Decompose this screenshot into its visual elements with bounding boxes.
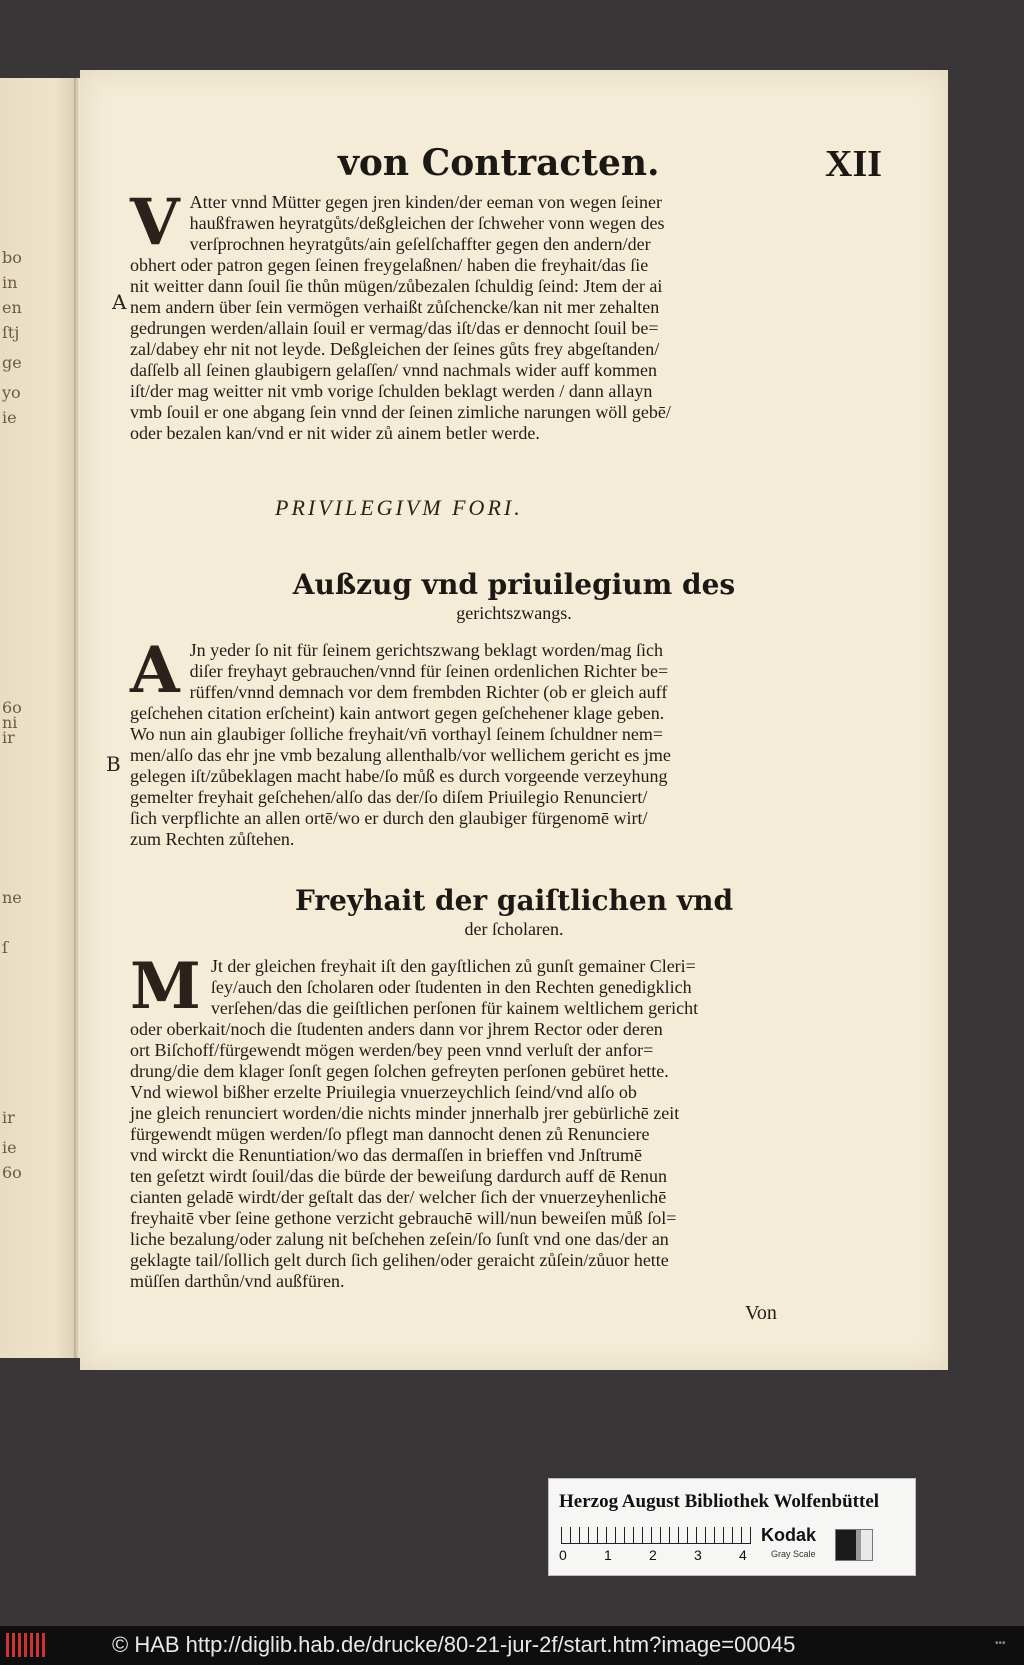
library-name: Herzog August Bibliothek Wolfenbüttel [559,1491,880,1512]
left-page-fragment: ſtj [2,323,20,342]
color-calibration-card [548,1478,916,1576]
heading-2 [80,884,948,940]
paragraph-block-1 [130,185,800,444]
decorated-initial: A [130,633,180,708]
ruler-number: 2 [649,1547,657,1563]
text-line: oder oberkait/noch die ſtudenten anders dann vor jhrem Rector oder deren [130,1019,663,1039]
ruler-number: 0 [559,1547,567,1563]
text-line: Vnd wiewol bißher erzelte Priuilegia vnuerzeychlich ſeind/vnd alſo ob [130,1082,637,1102]
left-page-fragment: ie [2,1138,17,1157]
paragraph-block-3 [130,949,800,1292]
footer-dots: ••• [995,1638,1006,1649]
heading-1-sub: gerichtszwangs. [456,603,572,623]
left-page-fragment: en [2,298,22,317]
hab-logo-icon [6,1633,46,1657]
text-line: jne gleich renunciert worden/die nichts minder jnnerhalb jrer gebürlichē zeit [130,1103,680,1123]
text-line: Atter vnnd Mütter gegen jren kinden/der eeman von wegen ſeiner [189,192,662,212]
ruler-number: 3 [694,1547,702,1563]
text-line: nem andern über ſein vermögen verhaißt zůſchencke/kan nit mer zehalten [130,297,660,317]
section-title: PRIVILEGIVM FORI. [275,495,523,520]
heading-1 [80,568,948,624]
text-line: zum Rechten zůſtehen. [130,829,295,849]
left-page-fragment: yo [2,383,21,402]
text-line: Jt der gleichen freyhait iſt den gayſtlichen zů gunſt gemainer Cleri= [210,956,696,976]
text-line: ort Biſchoff/fürgewendt mögen werden/bey peen vnnd verluſt der anfor= [130,1040,654,1060]
ruler-number: 4 [739,1547,747,1563]
text-line: ſich verpflichte an allen ortē/wo er durch den glaubiger fürgenomē wirt/ [130,808,648,828]
text-line: gemelter freyhait geſchehen/alſo das der/ſo diſem Priuilegio Renunciert/ [130,787,648,807]
text-line: rüffen/vnnd demnach vor dem frembden Richter (ob er gleich auff [189,682,668,702]
block2-lines [130,633,800,850]
text-line: drung/die dem klager ſonſt gegen ſolchen gefreyten perſonen gebüret hette. [130,1061,669,1081]
text-line: nit weitter dann ſouil ſie thůn mügen/zůbezalen ſchuldig ſeind: Jtem der ai [130,276,663,296]
brand-logo: Kodak [761,1525,817,1545]
gray-swatch [835,1529,873,1561]
running-title: von Contracten. [338,142,660,184]
left-page-fragment: ie [2,408,17,427]
marginal-letter: B [106,752,121,776]
text-line: fürgewendt mügen werden/ſo pflegt man dannocht denen zů Renunciere [130,1124,650,1144]
text-line: iſt/der mag weitter nit vmb vorige ſchulden beklagt werden / dann allayn [130,381,653,401]
left-page-fragment: 6o [2,698,22,717]
left-page-fragment: in [2,273,18,292]
text-line: müſſen darthůn/vnd außfüren. [130,1271,345,1291]
decorated-initial: V [130,185,180,260]
left-page-fragment: ge [2,353,22,372]
text-line: Wo nun ain glaubiger ſolliche freyhait/vn̄ vorthayl ſeinem ſchuldner nem= [130,724,664,744]
left-page-fragment: bo [2,248,22,267]
text-line: oder bezalen kan/vnd er nit wider zů ainem betler werde. [130,423,540,443]
text-line: geklagte tail/ſollich gelt durch ſich gelihen/oder geraicht zůſein/zůuor hette [130,1250,669,1270]
text-line: freyhaitē vber ſeine gethone verzicht gebrauchē will/nun beweiſen můß ſol= [130,1208,677,1228]
left-page-fragment: ir [2,728,15,747]
ruler [561,1527,751,1544]
block3-lines [130,949,800,1292]
left-page-fragment: ni [2,713,18,732]
left-page-fragment: ir [2,1108,15,1127]
folio-number: XII [825,143,883,185]
paragraph-block-2 [130,633,800,850]
text-line: verſprochnen heyratgůts/ain geſelſchaffter gegen den andern/der [189,234,651,254]
marginal-letter: A [112,290,127,314]
text-line: diſer freyhayt gebrauchen/vnnd für ſeinen ordenlichen Richter be= [189,661,669,681]
text-line: gelegen iſt/zůbeklagen macht habe/ſo můß es durch vorgeende verzeyhung [130,766,668,786]
gray-scale-label: Gray Scale [771,1549,816,1559]
text-line: men/alſo das ehr jne vmb bezalung allenthalb/vor wellichem gericht es jme [130,745,671,765]
heading-2-sub: der ſcholaren. [464,919,564,939]
text-line: Jn yeder ſo nit für ſeinem gerichtszwang beklagt worden/mag ſich [189,640,664,660]
text-line: vnd wirckt die Renuntiation/wo das dermaſſen in brieffen vnd Jnſtrumē [130,1145,643,1165]
text-line: vmb ſouil er one abgang ſein vnnd der ſeinen zimliche narungen wöll gebē/ [130,402,671,422]
ruler-numbers [559,1547,759,1567]
text-line: verſehen/das die geiſtlichen perſonen für kainem weltlichem gericht [210,998,699,1018]
text-line: gedrungen werden/allain ſouil er vermag/das iſt/das er dennocht ſouil be= [130,318,659,338]
left-page-fragment: ne [2,888,22,907]
decorated-initial: M [130,949,201,1024]
copyright-url[interactable]: © HAB http://diglib.hab.de/drucke/80-21-jur-2f/start.htm?image=00045 [112,1632,796,1657]
footer-bar [0,1626,1024,1665]
left-page-fragment: ſ [2,938,8,957]
text-line: ſey/auch den ſcholaren oder ſtudenten in den Rechten genedigklich [210,977,692,997]
heading-1-main: Außzug vnd priuilegium des [292,568,736,601]
left-page-fragment: 6o [2,1163,22,1182]
text-line: obhert oder patron gegen ſeinen freygelaßnen/ haben die freyhait/das ſie [130,255,649,275]
text-line: zal/dabey ehr nit not leyde. Deßgleichen der ſeines gůts frey abgeſtanden/ [130,339,660,359]
text-line: geſchehen citation erſcheint) kain antwort gegen geſchehener klage geben. [130,703,665,723]
heading-2-main: Freyhait der gaiſtlichen vnd [294,884,734,917]
text-line: cianten geladē wirdt/der geſtalt das der/ welcher ſich der vnuerzeyhenlichē [130,1187,667,1207]
text-line: liche bezalung/oder zalung nit beſchehen zeſein/ſo ſunſt vnd one das/der an [130,1229,669,1249]
block1-lines [130,185,800,444]
catchword: Von [745,1302,777,1324]
ruler-number: 1 [604,1547,612,1563]
text-line: daſſelb all ſeinen glaubigern gelaſſen/ vnnd nachmals wider auff kommen [130,360,658,380]
text-line: haußfrawen heyratgůts/deßgleichen der ſchweher vonn wegen des [189,213,665,233]
text-line: ten geſetzt wirdt ſouil/das die bürde der beweiſung dardurch auff dē Renun [130,1166,667,1186]
